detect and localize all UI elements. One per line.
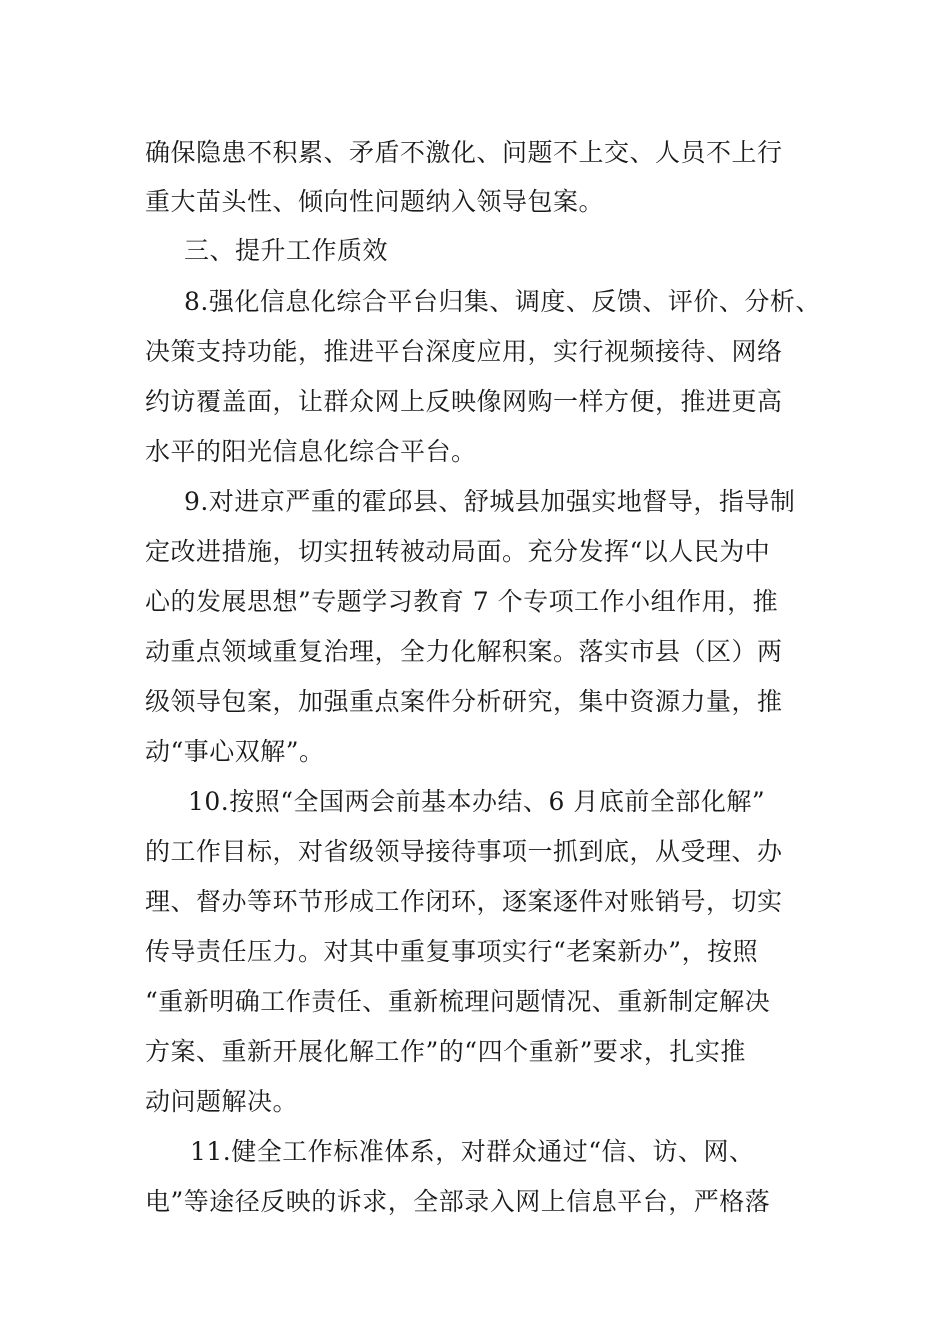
text-line: 心的发展思想”专题学习教育 7 个专项工作小组作用，推 bbox=[145, 587, 779, 616]
text-line: 确保隐患不积累、矛盾不激化、问题不上交、人员不上行 bbox=[145, 138, 783, 167]
text-line: 定改进措施，切实扭转被动局面。充分发挥“以人民为中 bbox=[145, 537, 771, 566]
text-line: 8.强化信息化综合平台归集、调度、反馈、评价、分析、 bbox=[184, 287, 821, 316]
text-line: “重新明确工作责任、重新梳理问题情况、重新制定解决 bbox=[145, 987, 771, 1016]
text-line: 的工作目标，对省级领导接待事项一抓到底，从受理、办 bbox=[145, 837, 783, 866]
text-line: 级领导包案，加强重点案件分析研究，集中资源力量，推 bbox=[145, 687, 783, 716]
text-line: 动问题解决。 bbox=[145, 1087, 299, 1116]
text-line: 决策支持功能，推进平台深度应用，实行视频接待、网络 bbox=[145, 337, 783, 366]
text-line: 理、督办等环节形成工作闭环，逐案逐件对账销号，切实 bbox=[145, 887, 783, 916]
section-heading: 三、提升工作质效 bbox=[184, 236, 389, 265]
text-line: 电”等途径反映的诉求，全部录入网上信息平台，严格落 bbox=[145, 1187, 771, 1216]
text-line: 方案、重新开展化解工作”的“四个重新”要求，扎实推 bbox=[145, 1037, 746, 1066]
text-line: 11.健全工作标准体系，对群众通过“信、访、网、 bbox=[190, 1137, 755, 1166]
text-line: 传导责任压力。对其中重复事项实行“老案新办”，按照 bbox=[145, 937, 759, 966]
text-line: 10.按照“全国两会前基本办结、6 月底前全部化解” bbox=[188, 787, 766, 816]
text-line: 重大苗头性、倾向性问题纳入领导包案。 bbox=[145, 187, 605, 216]
text-line: 约访覆盖面，让群众网上反映像网购一样方便，推进更高 bbox=[145, 387, 783, 416]
text-line: 水平的阳光信息化综合平台。 bbox=[145, 437, 477, 466]
text-line: 动重点领域重复治理，全力化解积案。落实市县（区）两 bbox=[145, 637, 783, 666]
text-line: 9.对进京严重的霍邱县、舒城县加强实地督导，指导制 bbox=[184, 487, 796, 516]
text-line: 动“事心双解”。 bbox=[145, 737, 325, 766]
